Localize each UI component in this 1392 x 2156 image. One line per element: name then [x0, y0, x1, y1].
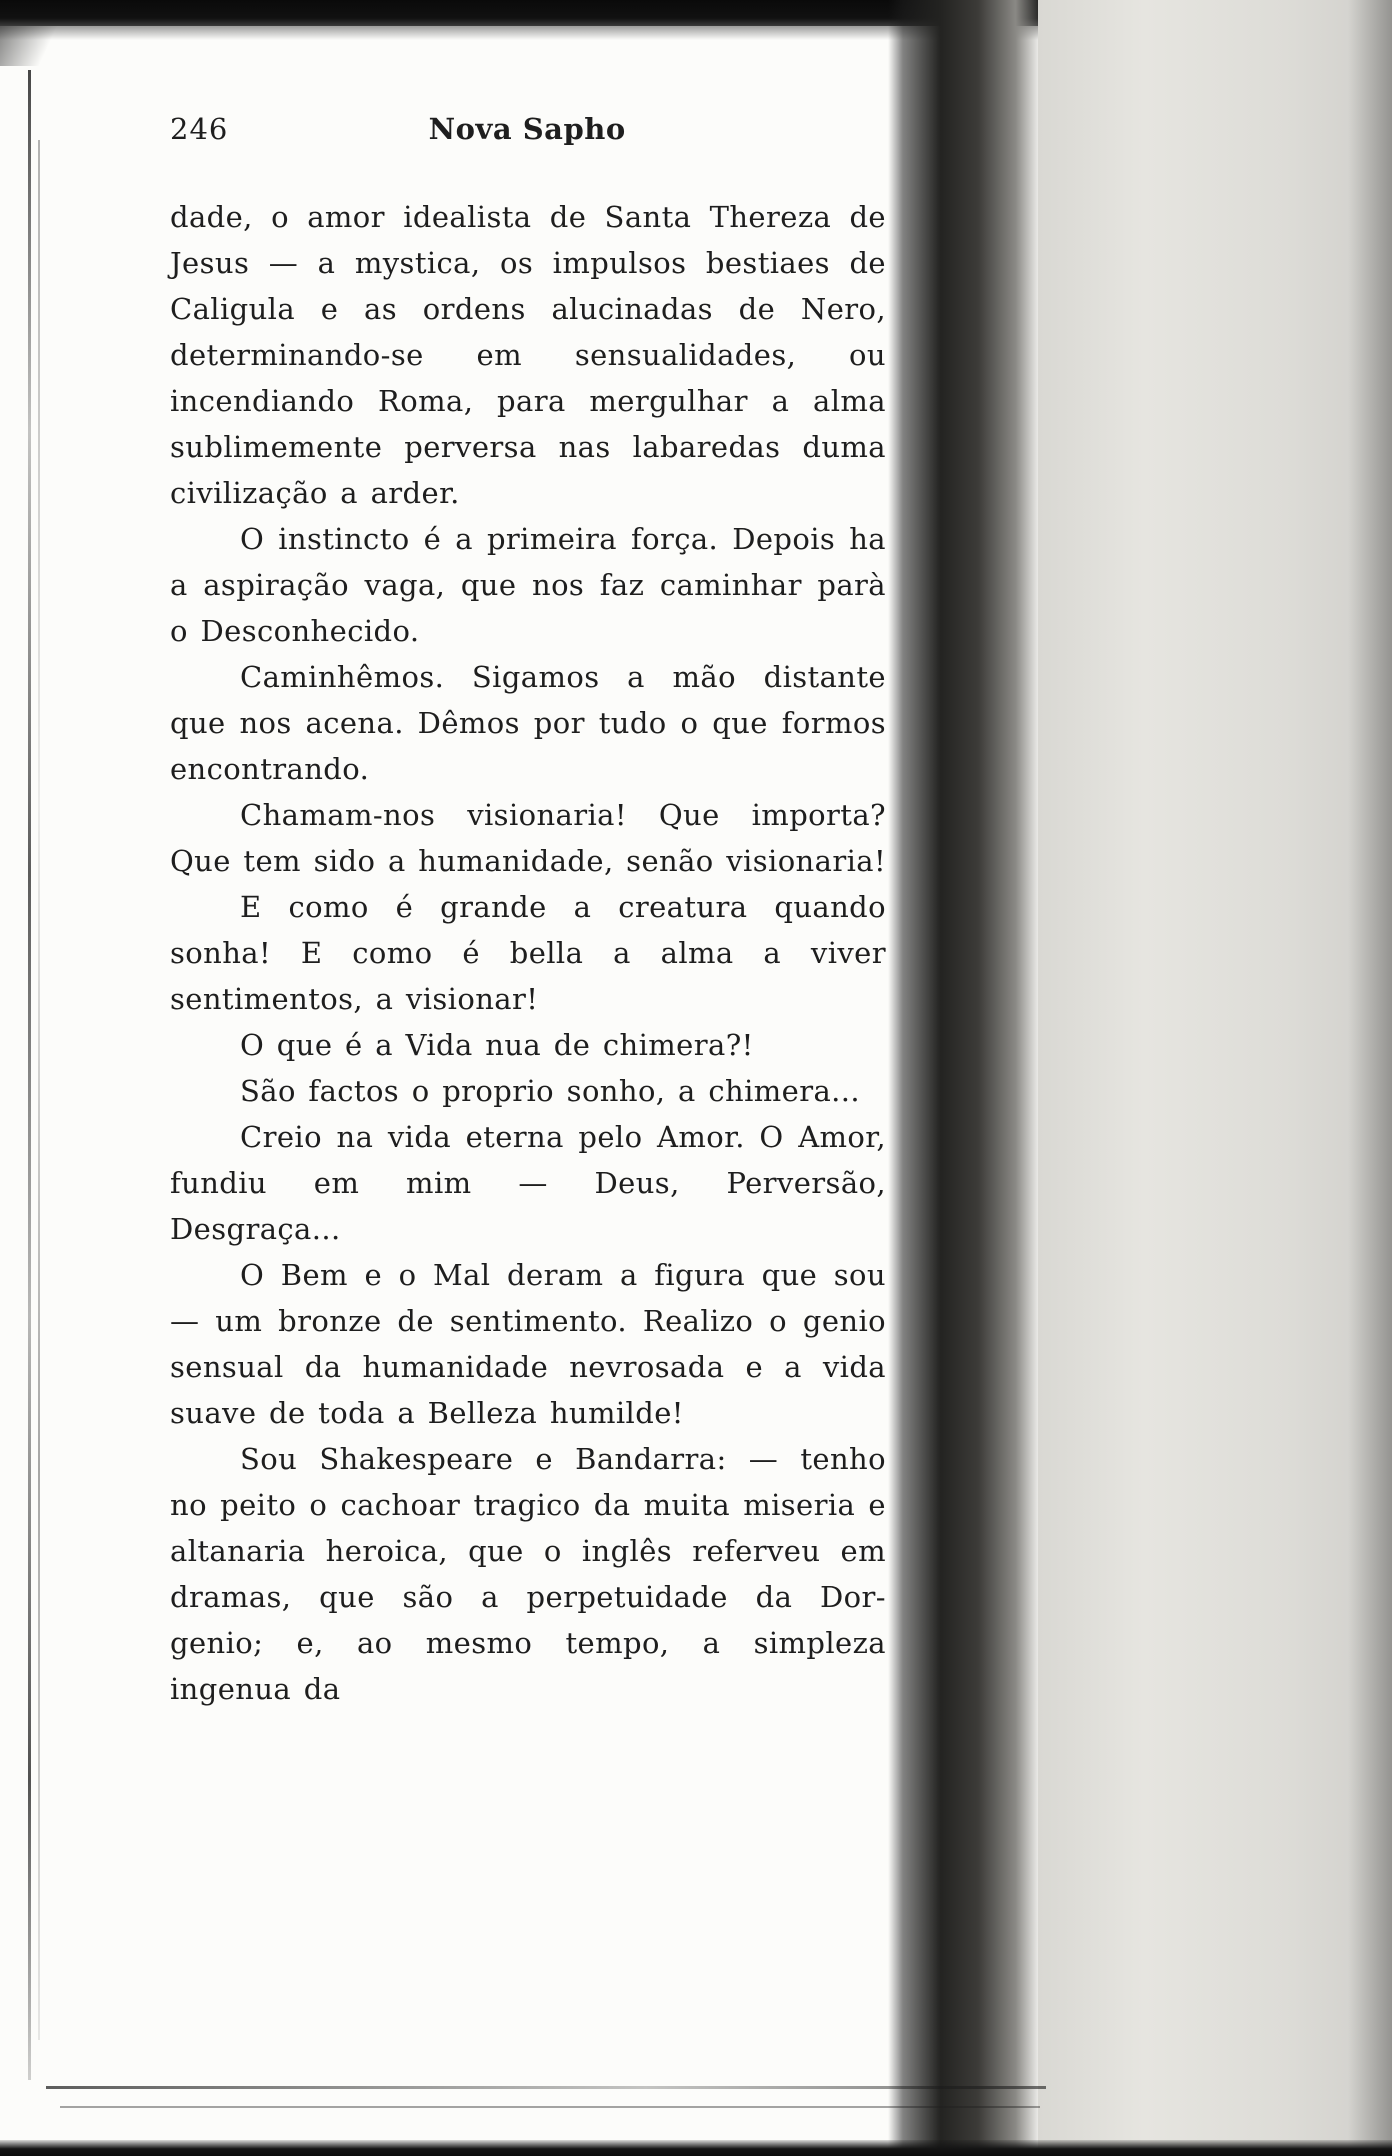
page-content: [170, 112, 886, 1712]
paragraph: Caminhêmos. Sigamos a mão distante que nos acena. Dêmos por tudo o que formos encontrando.: [170, 660, 886, 786]
paragraph: dade, o amor idealista de Santa Thereza de Jesus — a mystica, os impulsos bestiaes de Caligula e as ordens alucinadas de Nero, determinando-se em sensualidades, ou incendiando Roma, para mergulhar a alma sublimemente perversa nas labaredas duma civilização a arder.: [170, 200, 886, 510]
scan-right-outer-area: [1038, 0, 1392, 2156]
scan-bottom-edge: [0, 2140, 1392, 2156]
paragraph: São factos o proprio sonho, a chimera...: [240, 1074, 861, 1108]
paragraph: O instincto é a primeira força. Depois ha a aspiração vaga, que nos faz caminhar parà o Desconhecido.: [170, 522, 886, 648]
paragraph: Creio na vida eterna pelo Amor. O Amor, fundiu em mim — Deus, Perversão, Desgraça...: [170, 1120, 886, 1246]
paragraph: O Bem e o Mal deram a figura que sou — um bronze de sentimento. Realizo o genio sensual da humanidade nevrosada e a vida suave de toda a Belleza humilde!: [170, 1258, 886, 1430]
page-header: [170, 112, 886, 146]
scan-right-gutter-shadow: [888, 0, 1038, 2156]
body-text: [170, 194, 886, 1712]
page-number: 246: [170, 112, 229, 146]
paragraph: Chamam-nos visionaria! Que importa? Que tem sido a humanidade, senão visionaria!: [170, 798, 886, 878]
scan-bottom-line-2: [60, 2106, 1040, 2108]
scan-right-edge-streak: [1348, 0, 1392, 2156]
scan-bottom-line: [46, 2086, 1046, 2089]
scan-left-edge-line-2: [38, 140, 40, 2040]
scan-left-edge-line: [28, 70, 31, 2080]
paragraph: Sou Shakespeare e Bandarra: — tenho no peito o cachoar tragico da muita miseria e altanaria heroica, que o inglês referveu em dramas, que são a perpetuidade da Dor-genio; e, ao mesmo tempo, a simpleza ingenua da: [170, 1442, 886, 1706]
scan-top-left-mark: [0, 26, 70, 66]
running-title: Nova Sapho: [428, 112, 626, 146]
paragraph: E como é grande a creatura quando sonha! E como é bella a alma a viver sentimentos, a visionar!: [170, 890, 886, 1016]
paragraph: O que é a Vida nua de chimera?!: [240, 1028, 754, 1062]
